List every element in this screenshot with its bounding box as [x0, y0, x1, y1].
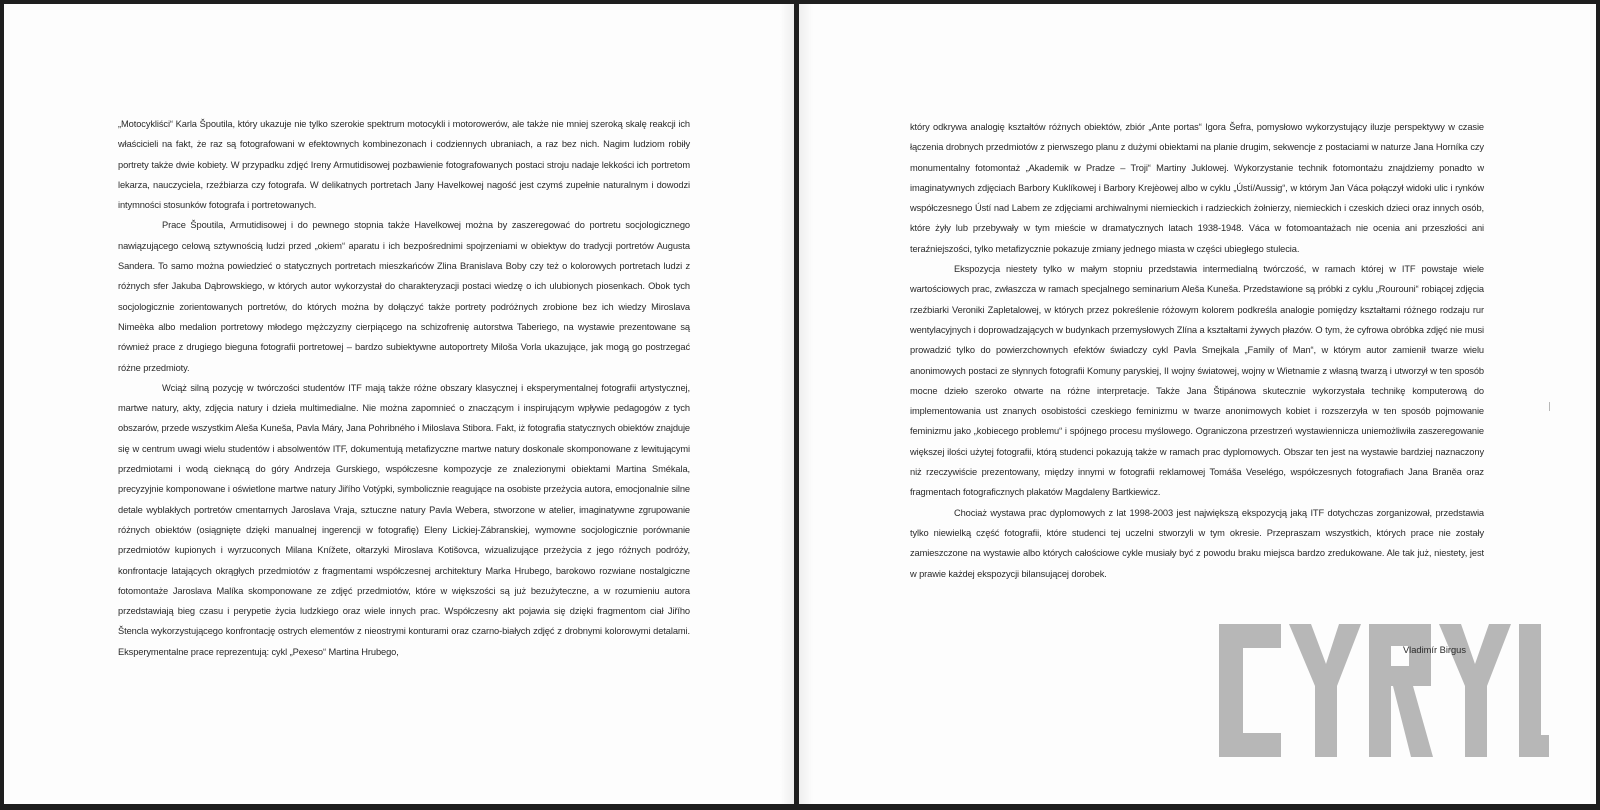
paragraph: Prace Špoutila, Armutidisowej i do pewnego stopnia także Havelkowej można by zaszeregować do portretu socjologicznego nawiązującego celową sztywnością ludzi przed „okiem“ aparatu i ich bezpośrednimi spojrzeniami w obiektyw do tradycji portretów Augusta Sandera. To samo można powiedzieć o statycznych portretach mieszkańców Zlina Branislava Boby czy też o kolorowych portretach ludzi z różnych sfer Jakuba Dąbrowskiego, w których autor wykorzystał do charakteryzacji postaci wiedzę o ich ulubionych piosenkach. Obok tych socjologicznie zorientowanych portretów, do których można by dołączyć także portrety podróżnych zrobione bez ich wiedzy Miroslava Nimeèka albo medalion portretowy młodego mężczyzny cierpiącego na schizofrenię autorstwa Taberiego, na wystawie prezentowane są również prace z drugiego bieguna fotografii portretowej – bardzo subiektywne autoportrety Miloša Vorla ukazujące, jak mogą go postrzegać różne przedmioty. — [118, 220, 690, 373]
paragraph: Chociaż wystawa prac dyplomowych z lat 1998-2003 jest największą ekspozycją jaką ITF dotychczas zorganizował, przedstawia tylko niewielką część fotografii, które studenci tej uczelni stworzyli w tym okresie. Przepraszam wszystkich, których prace nie zostały zamieszczone na wystawie albo których całościowe cykle musiały być z powodu braku miejsca bardzo zredukowane. Ale tak już, niestety, jest w prawie każdej ekspozycji bilansującej dorobek. — [910, 507, 1484, 579]
author-signature: Vladimír Birgus — [1402, 645, 1466, 655]
left-page — [4, 4, 794, 804]
paragraph: „Motocykliści“ Karla Špoutila, który ukazuje nie tylko szerokie spektrum motocykli i motorowerów, ale także nie mniej szeroką skalę reakcji ich właścicieli na fakt, że raz są fotografowani w efektownych kombinezonach i codziennych ubraniach, a raz bez nich. Nagim ludziom robiły portrety także dwie kobiety. W przypadku zdjęć Ireny Armutidisowej pozbawienie fotografowanych postaci stroju nadaje lekkości ich portretom lekarza, nauczyciela, rzeźbiarza czy fotografa. W delikatnych portretach Jany Havelkowej nagość jest czymś zupełnie naturalnym i dowodzi intymności stosunków fotografa i portretowanych. — [118, 119, 690, 211]
paragraph: Wciąż silną pozycję w twórczości studentów ITF mają także różne obszary klasycznej i eksperymentalnej fotografii artystycznej, martwe natury, akty, zdjęcia natury i dzieła multimedialne. Nie można zapomnieć o znaczącym i inspirującym wpływie pedagogów z tych obszarów, przede wszystkim Aleša Kuneša, Pavla Máry, Jana Pohribného i Miloslava Stibora. Fakt, iż fotografia statycznych obiektów znajduje się w centrum uwagi wielu studentów i absolwentów ITF, dokumentują metafizyczne martwe natury doskonale skomponowane z lewitującymi przedmiotami i wodą cieknącą do góry Andrzeja Gurskiego, współczesne kompozycje ze znalezionymi obiektami Martina Smékala, precyzyjnie komponowane i oświetlone martwe natury Jiřího Votýpki, symbolicznie reagujące na osobiste przeżycia autora, emocjonalnie silne detale wyblakłych portretów cmentarnych Jaroslava Vraja, sztuczne natury Pavla Webera, stworzone w atelier, imaginatywne zgrupowanie różnych obiektów (osiągnięte dzięki manualnej ingerencji w fotografię) Eleny Lickiej-Zábranskiej, wymowne socjologicznie porównanie przedmiotów kupionych i wyrzuconych Milana Knížete, ołtarzyki Miroslava Kotišovca, wizualizujące przeżycia z jego różnych podróży, konfrontacje latających okrągłych przedmiotów z fragmentami współczesnej architektury Marka Hrubego, barokowo rozwiane nostalgiczne fotomontaże Jaroslava Malíka skomponowane ze zdjęć przedmiotów, które w większości są już bezużyteczne, a w rozumieniu autora przedstawiają bieg czasu i perypetie życia ludzkiego oraz wiele innych prac. Współczesny akt pojawia się dzięki fragmentom ciał Jiřího Štencla wykorzystującego konfrontację ostrych elementów z nieostrymi konturami oraz czarno-białych zdjęć z drobnymi kolorowymi detalami. Eksperymentalne prace reprezentują: cykl „Pexeso“ Martina Hrubego, — [118, 382, 690, 657]
paragraph: który odkrywa analogię kształtów różnych obiektów, zbiór „Ante portas“ Igora Šefra, pomysłowo wykorzystujący iluzje perspektywy w czasie łączenia drobnych przedmiotów z pierwszego planu z dużymi obiektami na planie drugim, sekwencje z postaciami w naturze Jana Horníka czy monumentalny fotomontaż „Akademik w Pradze – Troji“ Martiny Juklowej. Wykorzystanie technik fotomontażu znajdziemy ponadto w imaginatywnych zdjęciach Barbory Kuklíkowej i Barbory Krejèowej albo w cyklu „Ústí/Aussig“, w którym Jan Váca połączył widoki ulic i rynków współczesnego Ústí nad Labem ze zdjęciami archiwalnymi niemieckich i radzieckich żołnierzy, niemieckich i czeskich dzieci oraz innych osób, które żyły lub przebywały w tym mieście w dramatycznych latach 1938-1948. Váca w fotomoantażach nie ocenia ani przeszłości ani teraźniejszości, tylko metafizycznie pokazuje zmiany jednego miasta w części ubiegłego stulecia. — [910, 122, 1484, 254]
cyryl-logo — [1219, 624, 1549, 769]
left-page-text — [118, 114, 690, 662]
margin-mark — [1549, 402, 1550, 411]
paragraph: Ekspozycja niestety tylko w małym stopniu przedstawia intermedialną twórczość, w ramach której w ITF powstaje wiele wartościowych prac, zwłaszcza w ramach specjalnego seminarium Aleša Kuneša. Przedstawione są próbki z cyklu „Rourouni“ robiącej zdjęcia rzeźbiarki Veroniki Zapletalowej, w których przez pokreślenie różowym kolorem podkreśla analogie pomiędzy kształtami różnego rodzaju rur wentylacyjnych i doprowadzających w budynkach przemysłowych Zlína a kształtami żywych płazów. O tym, że cyfrowa obróbka zdjęć nie musi prowadzić tylko do powierzchownych efektów świadczy cykl Pavla Smejkala „Family of Man“, w którym autor zamienił twarze wielu anonimowych postaci ze słynnych fotografii Komuny paryskiej, II wojny światowej, wojny w Wietnamie z własną twarzą i utworzył w ten sposób mocne dzieło szeroko otwarte na różne interpretacje. Także Jana Štipánowa skutecznie wykorzystała technikę komputerową do implementowania ust znanych osobistości czeskiego feminizmu w twarze anonimowych kobiet i rozszerzyła w ten sposób pojmowanie feminizmu jako „kobiecego problemu“ i spójnego procesu myślowego. Ograniczona przestrzeń wystawiennicza uniemożliwiła zaszeregowanie większej ilości użytej fotografii, którą studenci pokazują także w ramach prac dyplomowych. Obszar ten jest na wystawie bardziej naznaczony niż rzeczywiście prezentowany, między innymi w fotografii reklamowej Tomáša Veselégo, współczesnych fotografiach Jana Braněa oraz fragmentach fotograficznych plakatów Magdaleny Bartkiewicz. — [910, 264, 1484, 498]
right-page-text — [910, 117, 1484, 584]
logo-letters — [1219, 624, 1549, 757]
gutter-shadow — [799, 4, 813, 804]
gutter-shadow — [780, 4, 794, 804]
right-page — [799, 4, 1596, 804]
